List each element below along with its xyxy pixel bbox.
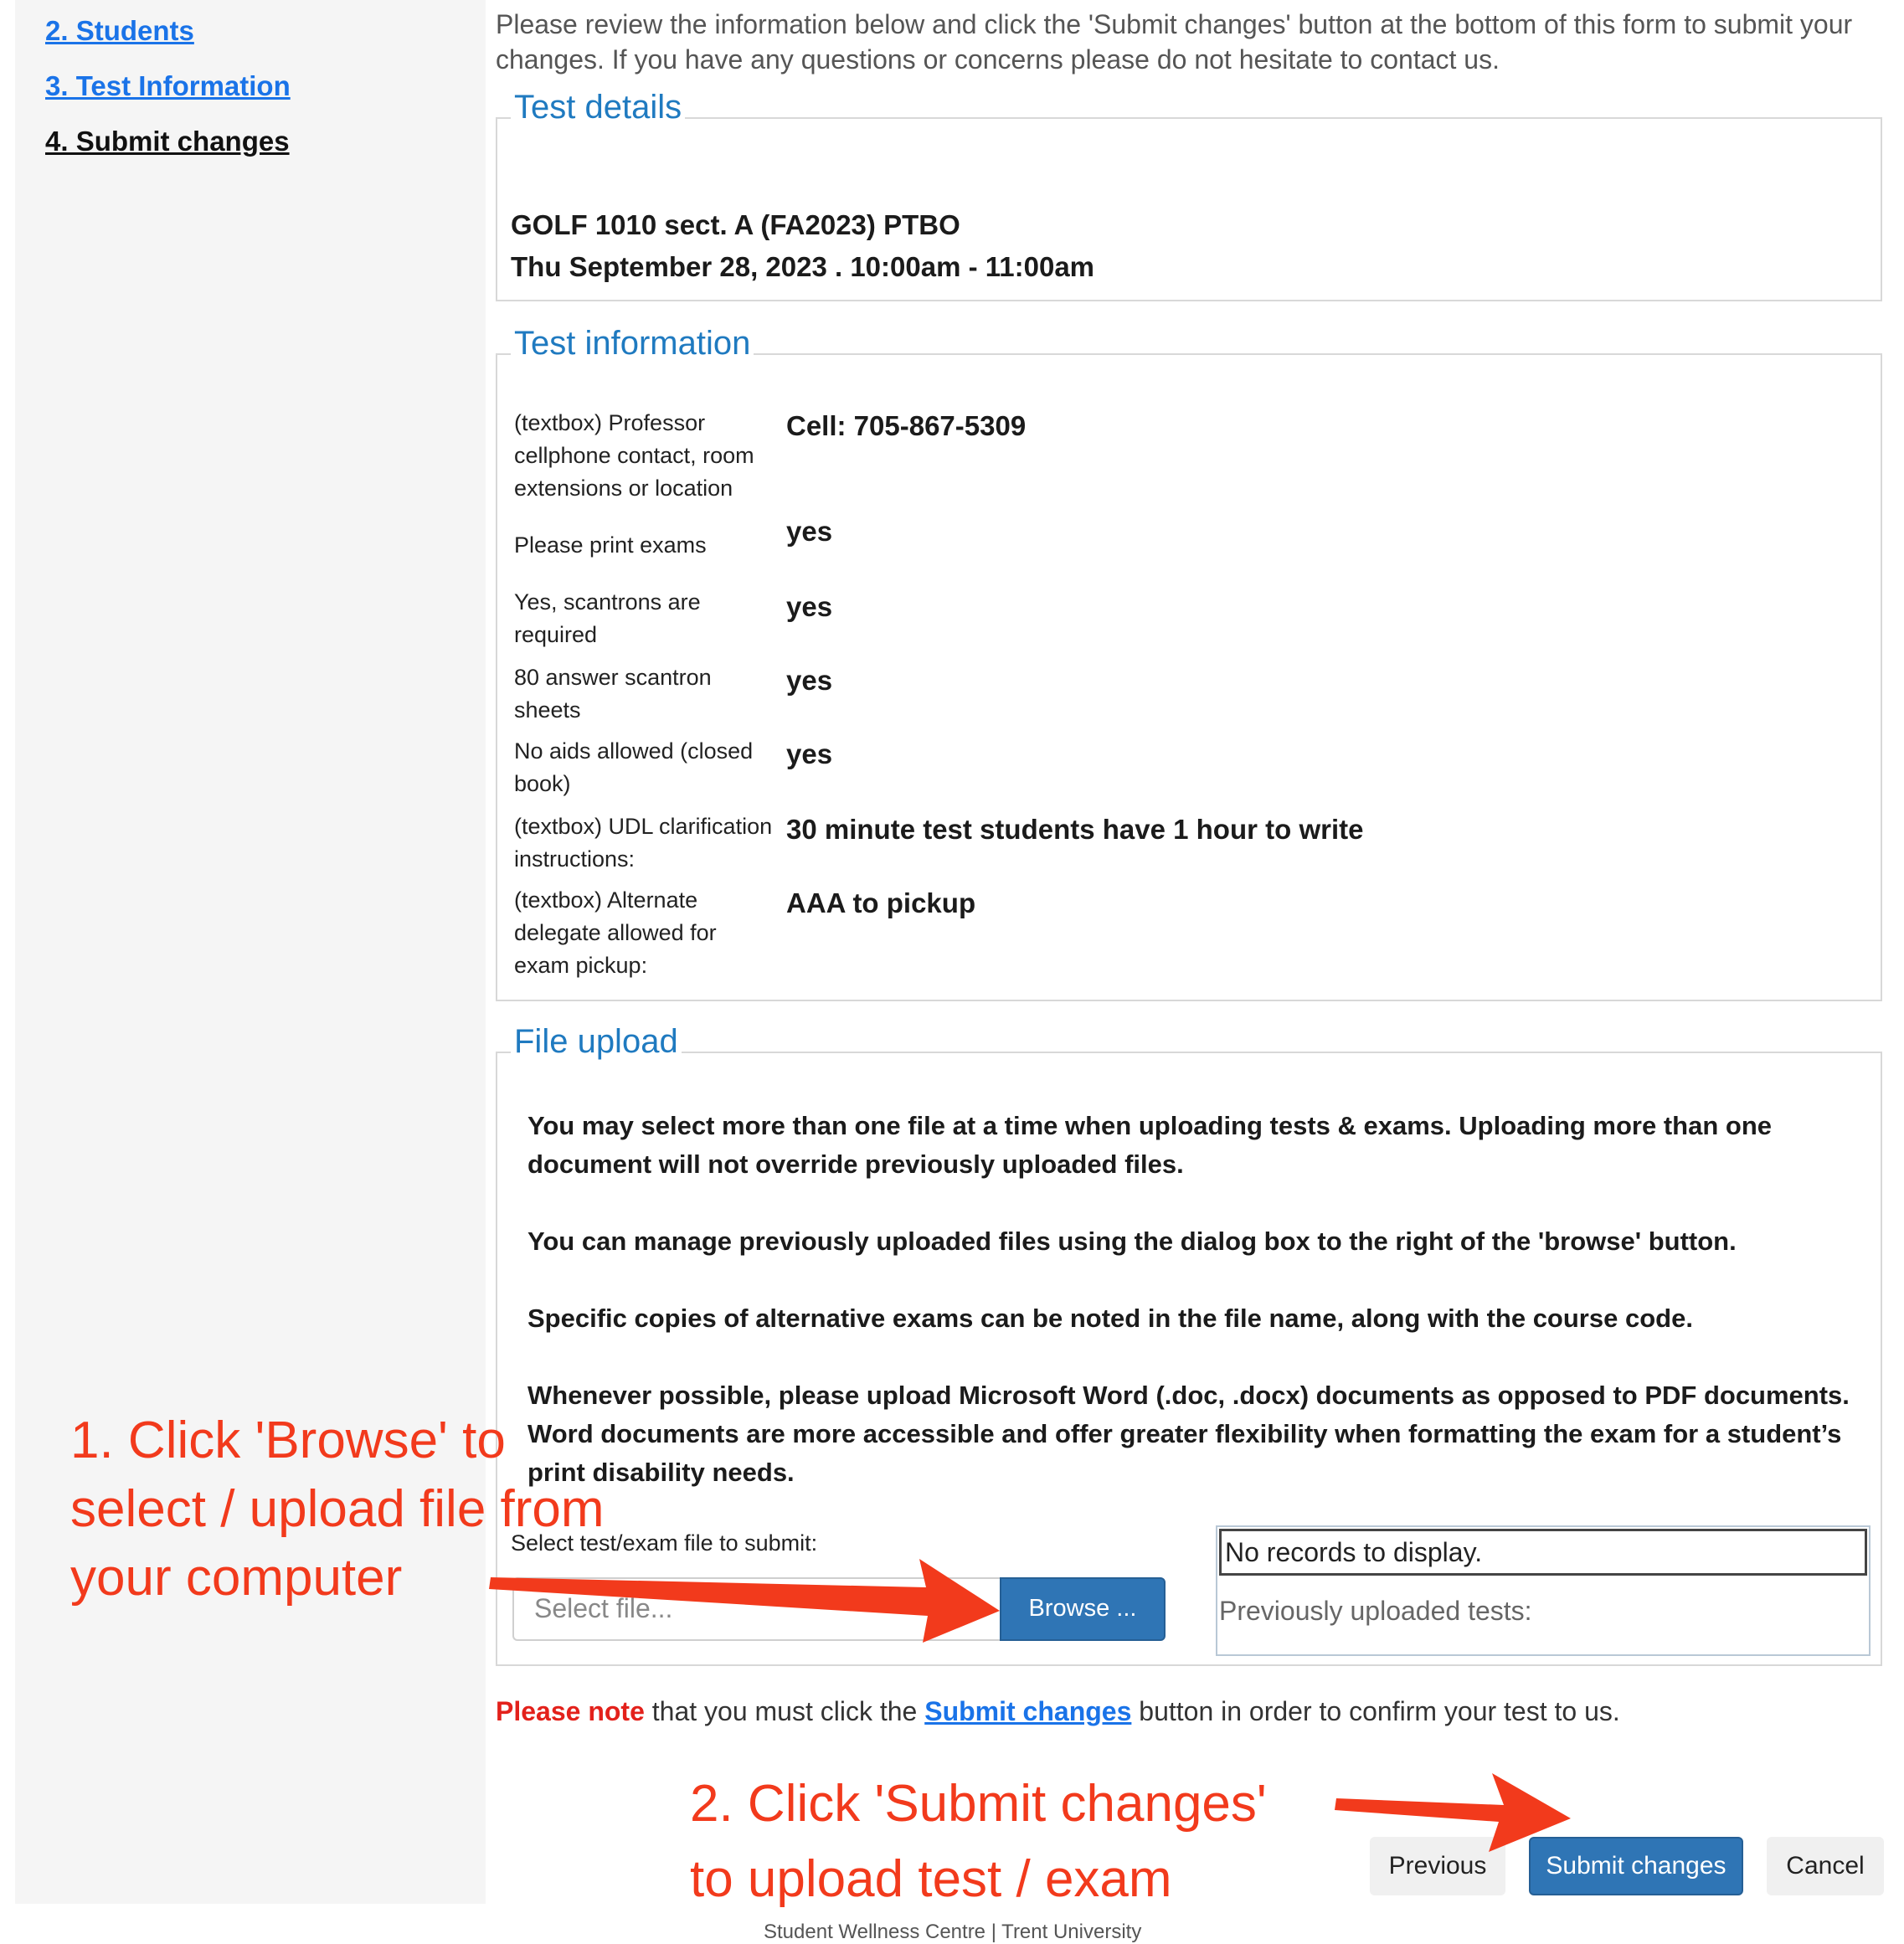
info-label: (textbox) UDL clarification instructions: (514, 814, 773, 872)
info-label: 80 answer scantron sheets (514, 665, 712, 723)
upload-instruction: You may select more than one file at a time when uploading tests & exams. Uploading more than one document will not override previously uploaded files. (527, 1111, 1773, 1179)
upload-instruction: Specific copies of alternative exams can be noted in the file name, along with the course code. (527, 1304, 1693, 1333)
upload-instruction: You can manage previously uploaded files using the dialog box to the right of the 'browse' button. (527, 1227, 1737, 1256)
previous-button[interactable]: Previous (1370, 1837, 1505, 1895)
footer-text: Student Wellness Centre | Trent University (764, 1921, 1142, 1943)
annotation-line: 2. Click 'Submit changes' (690, 1775, 1267, 1833)
annotation-line: select / upload file from (70, 1480, 605, 1538)
nav-submit-changes-current[interactable]: 4. Submit changes (45, 126, 290, 157)
file-upload-legend: File upload (511, 1023, 682, 1061)
nav-test-information-link[interactable]: 3. Test Information (45, 70, 291, 101)
annotation-line: to upload test / exam (690, 1850, 1172, 1908)
intro-text: Please review the information below and click the 'Submit changes' button at the bottom of this form to submit your changes. If you have any questions or concerns please do not hesitate to contact us. (496, 9, 1853, 75)
course-name: GOLF 1010 sect. A (FA2023) PTBO (511, 209, 960, 240)
test-details-legend: Test details (511, 89, 685, 126)
browse-button[interactable]: Browse ... (1000, 1577, 1166, 1641)
test-datetime: Thu September 28, 2023 . 10:00am - 11:00am (511, 251, 1095, 282)
note-emphasis: Please note (496, 1696, 645, 1726)
note-text: button in order to confirm your test to us. (1131, 1696, 1620, 1726)
upload-instruction: Whenever possible, please upload Microsoft Word (.doc, .docx) documents as opposed to PDF documents. Word documents are more accessible and offer greater flexibility when formatting the exam for a student’s print disability needs. (527, 1381, 1850, 1487)
info-value: 30 minute test students have 1 hour to write (786, 814, 1364, 845)
select-file-label: Select test/exam file to submit: (511, 1530, 818, 1556)
info-value: AAA to pickup (786, 887, 976, 918)
annotation-line: your computer (70, 1549, 403, 1607)
info-value: yes (786, 738, 833, 769)
info-value: yes (786, 516, 833, 547)
info-label: Yes, scantrons are required (514, 589, 701, 647)
info-label: (textbox) Professor cellphone contact, room extensions or location (514, 410, 754, 501)
arrow-to-submit-icon (1335, 1773, 1571, 1852)
no-records-message: No records to display. (1219, 1529, 1867, 1576)
cancel-button[interactable]: Cancel (1767, 1837, 1884, 1895)
submit-changes-button[interactable]: Submit changes (1529, 1837, 1743, 1895)
arrow-to-browse-icon (489, 1559, 1000, 1643)
info-value: yes (786, 591, 833, 622)
info-label: (textbox) Alternate delegate allowed for exam pickup: (514, 887, 717, 978)
info-value: Cell: 705-867-5309 (786, 410, 1027, 441)
previously-uploaded-caption: Previously uploaded tests: (1219, 1596, 1532, 1626)
file-select-input[interactable]: Select file... (512, 1577, 1001, 1641)
info-label: Please print exams (514, 532, 707, 558)
info-label: No aids allowed (closed book) (514, 738, 754, 796)
info-value: yes (786, 665, 833, 696)
note-text: that you must click the (644, 1696, 925, 1726)
nav-students-link[interactable]: 2. Students (45, 15, 194, 46)
test-information-legend: Test information (511, 325, 754, 363)
annotation-line: 1. Click 'Browse' to (70, 1412, 506, 1469)
submit-changes-link[interactable]: Submit changes (924, 1696, 1132, 1726)
